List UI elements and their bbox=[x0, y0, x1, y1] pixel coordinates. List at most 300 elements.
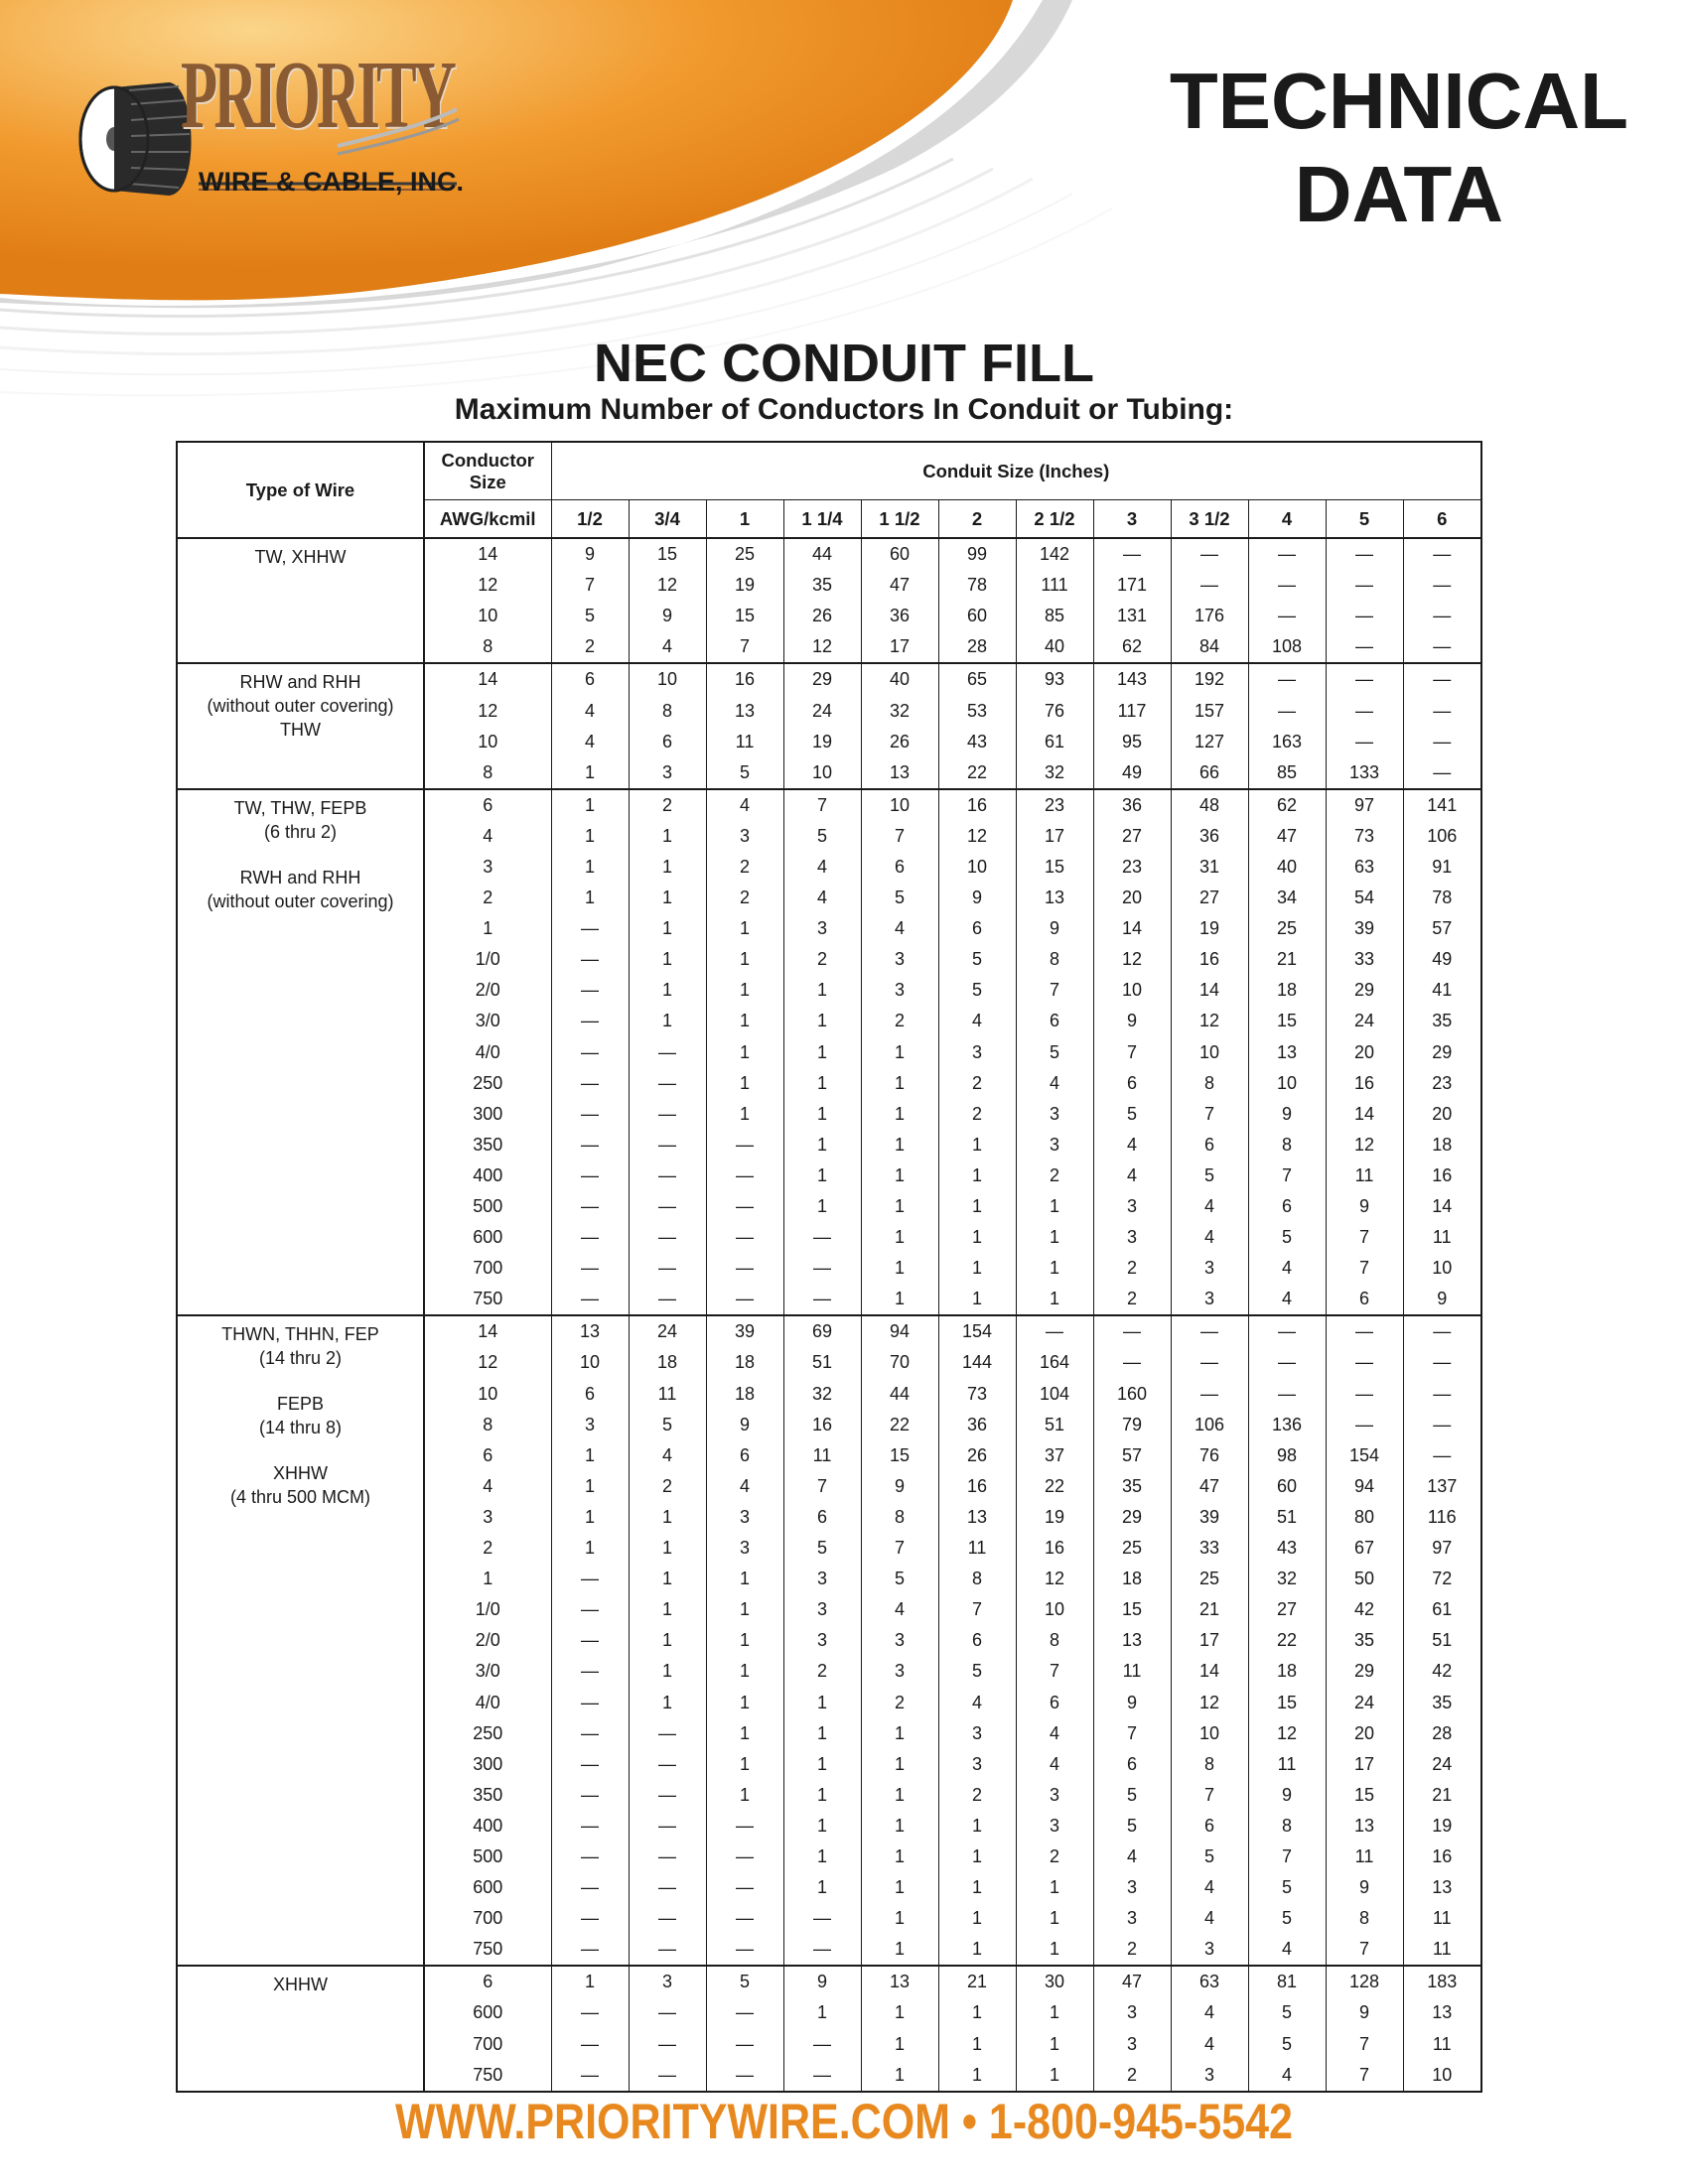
conductor-count-cell: 3 bbox=[1171, 1253, 1248, 1284]
conductor-count-cell: 116 bbox=[1427, 1506, 1457, 1527]
conductor-count-cell: 3 bbox=[706, 1502, 783, 1533]
conductor-count-cell: 9 bbox=[629, 601, 706, 631]
conductor-count-cell: 1 bbox=[938, 1903, 1016, 1934]
conductor-count-cell: — bbox=[1016, 1315, 1093, 1347]
conductor-count-cell: — bbox=[551, 913, 629, 944]
conductor-count-cell: 25 bbox=[1171, 1564, 1248, 1594]
conductor-count-cell: 22 bbox=[1016, 1471, 1093, 1502]
conductor-count-cell: 1 bbox=[783, 1997, 861, 2028]
conductor-count-cell: 128 bbox=[1326, 1966, 1403, 1997]
conductor-count-cell: 5 bbox=[938, 1656, 1016, 1687]
conductor-count-cell: 3 bbox=[938, 1749, 1016, 1780]
conductor-count-cell: 7 bbox=[861, 821, 938, 852]
conductor-count-cell: 9 bbox=[1093, 1687, 1171, 1717]
conductor-count-cell: 2 bbox=[629, 789, 706, 821]
conductor-count-cell: — bbox=[1433, 1383, 1452, 1404]
conductor-count-cell: — bbox=[629, 1749, 706, 1780]
conductor-size-cell: 300 bbox=[424, 1749, 551, 1780]
conductor-count-cell: 1 bbox=[629, 913, 706, 944]
conductor-count-cell: — bbox=[1403, 1315, 1481, 1347]
conductor-count-cell: 1 bbox=[1016, 1872, 1093, 1903]
conductor-count-cell: 11 bbox=[1326, 1842, 1403, 1872]
conductor-count-cell: 10 bbox=[938, 852, 1016, 883]
conductor-count-cell: 36 bbox=[1171, 821, 1248, 852]
conductor-count-cell: 154 bbox=[938, 1315, 1016, 1347]
conductor-count-cell: 1 bbox=[783, 975, 861, 1006]
conductor-count-cell: 12 bbox=[1016, 1564, 1093, 1594]
conductor-count-cell: 4 bbox=[1171, 1997, 1248, 2028]
conductor-count-cell: 1 bbox=[783, 1842, 861, 1872]
conductor-count-cell: 9 bbox=[1437, 1289, 1448, 1309]
conductor-count-cell: 3 bbox=[861, 1625, 938, 1656]
conductor-count-cell: 16 bbox=[1171, 944, 1248, 975]
conductor-count-cell: — bbox=[1433, 575, 1452, 596]
conductor-count-cell: — bbox=[1433, 636, 1452, 657]
conductor-count-cell: 117 bbox=[1093, 695, 1171, 726]
conductor-count-cell: 3 bbox=[861, 1656, 938, 1687]
conductor-count-cell: — bbox=[1248, 1347, 1326, 1378]
conductor-count-cell: 1 bbox=[783, 1749, 861, 1780]
conductor-count-cell: 1 bbox=[706, 1718, 783, 1749]
conductor-count-cell: 29 bbox=[1326, 975, 1403, 1006]
conductor-count-cell: — bbox=[551, 1749, 629, 1780]
conductor-count-cell: 7 bbox=[1326, 1253, 1403, 1284]
conductor-count-cell: 7 bbox=[1248, 1842, 1326, 1872]
conductor-count-cell: 12 bbox=[1171, 1687, 1248, 1717]
conductor-count-cell: 42 bbox=[1326, 1594, 1403, 1625]
conductor-count-cell: 25 bbox=[1248, 913, 1326, 944]
conductor-count-cell: 7 bbox=[1326, 1934, 1403, 1966]
conductor-size-cell: 12 bbox=[424, 570, 551, 601]
conductor-count-cell: 4 bbox=[1171, 1222, 1248, 1253]
conductor-count-cell: 25 bbox=[1093, 1533, 1171, 1564]
conductor-count-cell: — bbox=[1171, 1379, 1248, 1410]
conductor-size-cell: 12 bbox=[424, 1347, 551, 1378]
conductor-count-cell: 79 bbox=[1093, 1410, 1171, 1440]
conductor-count-cell: 14 bbox=[1171, 1656, 1248, 1687]
conductor-count-cell: 17 bbox=[1016, 821, 1093, 852]
conductor-size-cell: 500 bbox=[424, 1191, 551, 1222]
conductor-size-cell: 14 bbox=[424, 663, 551, 695]
conductor-count-cell: 6 bbox=[1248, 1191, 1326, 1222]
conductor-count-cell: 6 bbox=[551, 663, 629, 695]
conductor-size-cell: 8 bbox=[424, 1410, 551, 1440]
conductor-count-cell: 1 bbox=[706, 975, 783, 1006]
conductor-count-cell: 11 bbox=[1248, 1749, 1326, 1780]
conductor-count-cell: — bbox=[551, 1006, 629, 1036]
conductor-count-cell: 3 bbox=[706, 1533, 783, 1564]
conductor-count-cell: 15 bbox=[629, 538, 706, 570]
conductor-count-cell: 1 bbox=[629, 1006, 706, 1036]
conductor-size-cell: 500 bbox=[424, 1842, 551, 1872]
wire-type-cell bbox=[177, 663, 424, 788]
conductor-count-cell: 18 bbox=[706, 1347, 783, 1378]
header-conduit-size-cell: 3/4 bbox=[629, 500, 706, 539]
heading-line-1: TECHNICAL bbox=[1169, 57, 1628, 145]
conductor-count-cell: 8 bbox=[1248, 1130, 1326, 1160]
conductor-count-cell: 15 bbox=[861, 1440, 938, 1471]
conductor-count-cell: 51 bbox=[783, 1347, 861, 1378]
conductor-count-cell: 57 bbox=[1432, 918, 1453, 939]
conductor-count-cell: 1 bbox=[938, 1284, 1016, 1315]
conductor-count-cell: 2 bbox=[706, 852, 783, 883]
header-conduit-size-cell: 3 bbox=[1093, 500, 1171, 539]
conductor-count-cell: 3 bbox=[1171, 2060, 1248, 2092]
conductor-count-cell: 30 bbox=[1016, 1966, 1093, 1997]
conductor-count-cell: 24 bbox=[783, 695, 861, 726]
conductor-count-cell: — bbox=[783, 1934, 861, 1966]
conductor-count-cell: 1 bbox=[783, 1191, 861, 1222]
conductor-count-cell: 111 bbox=[1016, 570, 1093, 601]
conductor-count-cell: 36 bbox=[1093, 789, 1171, 821]
conductor-count-cell: — bbox=[551, 1068, 629, 1099]
conductor-count-cell: 4 bbox=[551, 727, 629, 757]
conductor-count-cell: 1 bbox=[861, 1037, 938, 1068]
conductor-size-cell: 2 bbox=[424, 1533, 551, 1564]
conductor-count-cell: 4 bbox=[1016, 1749, 1093, 1780]
conductor-count-cell: 1 bbox=[861, 1997, 938, 2028]
conductor-count-cell: 10 bbox=[1016, 1594, 1093, 1625]
conductor-count-cell: 97 bbox=[1432, 1538, 1453, 1559]
conductor-count-cell: 3 bbox=[1093, 1997, 1171, 2028]
conductor-count-cell: — bbox=[1326, 1315, 1403, 1347]
conductor-count-cell: 3 bbox=[938, 1037, 1016, 1068]
conductor-count-cell: 5 bbox=[1171, 1842, 1248, 1872]
wire-type-label: TW, XHHW bbox=[254, 547, 347, 567]
conductor-count-cell: 21 bbox=[1248, 944, 1326, 975]
conductor-count-cell: 1 bbox=[551, 852, 629, 883]
conductor-count-cell: 13 bbox=[1016, 883, 1093, 913]
conductor-count-cell: 60 bbox=[938, 601, 1016, 631]
wire-type-label: THW bbox=[280, 720, 321, 741]
conductor-count-cell: — bbox=[1326, 727, 1403, 757]
conductor-count-cell: 15 bbox=[1248, 1687, 1326, 1717]
conductor-count-cell: 2 bbox=[861, 1006, 938, 1036]
conductor-count-cell: 2 bbox=[1016, 1160, 1093, 1191]
conductor-count-cell: — bbox=[783, 1222, 861, 1253]
footer-contact: WWW.PRIORITYWIRE.COM • 1-800-945-5542 bbox=[395, 2094, 1293, 2149]
conductor-size-cell: 1/0 bbox=[424, 944, 551, 975]
conductor-count-cell: 32 bbox=[1248, 1564, 1326, 1594]
conductor-count-cell: 176 bbox=[1171, 601, 1248, 631]
conductor-count-cell: 6 bbox=[1016, 1687, 1093, 1717]
conductor-count-cell: 85 bbox=[1016, 601, 1093, 631]
wire-type-label: (14 thru 2) bbox=[258, 1348, 343, 1369]
conductor-count-cell: 24 bbox=[1326, 1687, 1403, 1717]
conductor-count-cell: 5 bbox=[1171, 1160, 1248, 1191]
conductor-count-cell: 1 bbox=[938, 1872, 1016, 1903]
conductor-count-cell: 1 bbox=[861, 1903, 938, 1934]
conductor-count-cell: 160 bbox=[1093, 1379, 1171, 1410]
conductor-count-cell: 1 bbox=[938, 1253, 1016, 1284]
conductor-count-cell: 11 bbox=[783, 1440, 861, 1471]
conductor-count-cell: 31 bbox=[1171, 852, 1248, 883]
conductor-count-cell: — bbox=[551, 1625, 629, 1656]
conductor-count-cell: 10 bbox=[629, 663, 706, 695]
conductor-count-cell: 1 bbox=[783, 1099, 861, 1130]
conductor-count-cell: 17 bbox=[1171, 1625, 1248, 1656]
conductor-count-cell: 23 bbox=[1016, 789, 1093, 821]
conductor-count-cell: 131 bbox=[1093, 601, 1171, 631]
conductor-count-cell: 12 bbox=[1093, 944, 1171, 975]
conductor-count-cell: 7 bbox=[1016, 975, 1093, 1006]
conductor-count-cell: — bbox=[551, 1160, 629, 1191]
conductor-count-cell: — bbox=[706, 2060, 783, 2092]
conductor-count-cell: 1 bbox=[629, 1564, 706, 1594]
conductor-count-cell: 22 bbox=[938, 757, 1016, 789]
conductor-count-cell: 1 bbox=[861, 1099, 938, 1130]
conductor-count-cell: 1 bbox=[783, 1811, 861, 1842]
conductor-count-cell: 19 bbox=[706, 570, 783, 601]
conductor-count-cell: 1 bbox=[861, 1284, 938, 1315]
conductor-count-cell: 7 bbox=[551, 570, 629, 601]
wire-type-cell bbox=[177, 1966, 424, 2091]
header-conduit-size-cell: 6 bbox=[1403, 500, 1481, 539]
conductor-count-cell: — bbox=[706, 1903, 783, 1934]
conductor-count-cell: — bbox=[551, 1130, 629, 1160]
brand-subtitle: WIRE & CABLE, INC. bbox=[199, 167, 464, 197]
conductor-count-cell: — bbox=[706, 2029, 783, 2060]
conductor-count-cell: 9 bbox=[1326, 1997, 1403, 2028]
conductor-size-cell: 250 bbox=[424, 1718, 551, 1749]
conductor-count-cell: 17 bbox=[1326, 1749, 1403, 1780]
conductor-count-cell: — bbox=[551, 1253, 629, 1284]
conductor-count-cell: 2 bbox=[551, 631, 629, 663]
conductor-count-cell: 1 bbox=[938, 1222, 1016, 1253]
conductor-count-cell: 6 bbox=[629, 727, 706, 757]
conductor-count-cell: 13 bbox=[551, 1315, 629, 1347]
conductor-count-cell: — bbox=[1248, 663, 1326, 695]
conductor-count-cell: 93 bbox=[1016, 663, 1093, 695]
conductor-count-cell: 1 bbox=[1016, 1903, 1093, 1934]
conductor-count-cell: 9 bbox=[938, 883, 1016, 913]
conductor-count-cell: — bbox=[629, 1099, 706, 1130]
conductor-count-cell: 24 bbox=[1326, 1006, 1403, 1036]
conductor-count-cell: 21 bbox=[938, 1966, 1016, 1997]
conductor-count-cell: 63 bbox=[1171, 1966, 1248, 1997]
conductor-count-cell: — bbox=[1326, 1379, 1403, 1410]
conductor-count-cell: 1 bbox=[1016, 1934, 1093, 1966]
conductor-count-cell: 41 bbox=[1432, 980, 1453, 1001]
conductor-count-cell: 1 bbox=[706, 1687, 783, 1717]
conductor-count-cell: — bbox=[551, 1780, 629, 1811]
wire-type-label: RWH and RHH bbox=[239, 867, 361, 887]
conductor-count-cell: 2 bbox=[938, 1099, 1016, 1130]
conductor-count-cell: 2 bbox=[629, 1471, 706, 1502]
conductor-count-cell: 32 bbox=[1016, 757, 1093, 789]
conductor-count-cell: 32 bbox=[861, 695, 938, 726]
conductor-count-cell: 5 bbox=[783, 1533, 861, 1564]
conductor-count-cell: — bbox=[551, 1037, 629, 1068]
conductor-count-cell: 40 bbox=[1248, 852, 1326, 883]
wire-type-label: RHW and RHH bbox=[239, 672, 361, 693]
conductor-count-cell: 61 bbox=[1432, 1599, 1453, 1620]
conductor-count-cell: — bbox=[1248, 1315, 1326, 1347]
conductor-count-cell: 78 bbox=[938, 570, 1016, 601]
conductor-count-cell: 33 bbox=[1326, 944, 1403, 975]
conductor-count-cell: 20 bbox=[1093, 883, 1171, 913]
conductor-count-cell: 3 bbox=[783, 913, 861, 944]
conductor-count-cell: 12 bbox=[629, 570, 706, 601]
conductor-count-cell: 8 bbox=[1171, 1749, 1248, 1780]
conductor-count-cell: 35 bbox=[1432, 1692, 1453, 1712]
conductor-count-cell: 2 bbox=[706, 883, 783, 913]
conductor-size-cell: 600 bbox=[424, 1997, 551, 2028]
conductor-count-cell: 12 bbox=[1326, 1130, 1403, 1160]
conductor-count-cell: 6 bbox=[1171, 1130, 1248, 1160]
conductor-count-cell: 3 bbox=[861, 944, 938, 975]
conductor-count-cell: 10 bbox=[1171, 1718, 1248, 1749]
conductor-size-cell: 4 bbox=[424, 1471, 551, 1502]
conductor-count-cell: 18 bbox=[1248, 975, 1326, 1006]
conductor-count-cell: — bbox=[551, 1564, 629, 1594]
conductor-size-cell: 1 bbox=[424, 913, 551, 944]
conductor-count-cell: 1 bbox=[551, 789, 629, 821]
conductor-count-cell: 108 bbox=[1248, 631, 1326, 663]
conductor-count-cell: 5 bbox=[938, 944, 1016, 975]
conductor-count-cell: 136 bbox=[1248, 1410, 1326, 1440]
conductor-count-cell: 1 bbox=[551, 1440, 629, 1471]
conductor-count-cell: 4 bbox=[1016, 1068, 1093, 1099]
conductor-count-cell: 24 bbox=[629, 1315, 706, 1347]
conductor-count-cell: 18 bbox=[1248, 1656, 1326, 1687]
conductor-count-cell: 6 bbox=[1093, 1068, 1171, 1099]
conductor-count-cell: 5 bbox=[861, 883, 938, 913]
conductor-count-cell: 81 bbox=[1248, 1966, 1326, 1997]
conductor-count-cell: — bbox=[551, 1222, 629, 1253]
conductor-count-cell: 42 bbox=[1432, 1661, 1453, 1682]
conductor-count-cell: — bbox=[1171, 1315, 1248, 1347]
conductor-count-cell: — bbox=[1093, 1315, 1171, 1347]
conductor-count-cell: 10 bbox=[783, 757, 861, 789]
conductor-size-cell: 4/0 bbox=[424, 1037, 551, 1068]
conductor-count-cell: 85 bbox=[1248, 757, 1326, 789]
conductor-count-cell: — bbox=[1326, 1410, 1403, 1440]
conductor-size-cell: 10 bbox=[424, 727, 551, 757]
conductor-count-cell: 1 bbox=[938, 1130, 1016, 1160]
conductor-count-cell: 9 bbox=[1326, 1872, 1403, 1903]
wire-type-label bbox=[178, 844, 423, 866]
conductor-count-cell: 1 bbox=[551, 1471, 629, 1502]
conductor-count-cell: 1 bbox=[1016, 1997, 1093, 2028]
conductor-count-cell: — bbox=[1248, 538, 1326, 570]
conductor-count-cell: 2 bbox=[938, 1780, 1016, 1811]
conductor-count-cell: 4 bbox=[1171, 1191, 1248, 1222]
conductor-count-cell: — bbox=[1326, 663, 1403, 695]
conductor-count-cell: 1 bbox=[629, 1594, 706, 1625]
conductor-count-cell: 39 bbox=[1326, 913, 1403, 944]
conductor-count-cell: 1 bbox=[861, 1718, 938, 1749]
conductor-count-cell: 1 bbox=[861, 1191, 938, 1222]
conductor-count-cell: 19 bbox=[1016, 1502, 1093, 1533]
conductor-count-cell: 13 bbox=[938, 1502, 1016, 1533]
conductor-count-cell: 1 bbox=[629, 821, 706, 852]
wire-type-label: (6 thru 2) bbox=[263, 821, 338, 842]
conductor-count-cell: 5 bbox=[1093, 1811, 1171, 1842]
conductor-count-cell: 95 bbox=[1093, 727, 1171, 757]
conductor-count-cell: — bbox=[1326, 538, 1403, 570]
conductor-count-cell: — bbox=[629, 1718, 706, 1749]
conductor-count-cell: 11 bbox=[1432, 2033, 1452, 2054]
conductor-count-cell: — bbox=[551, 1997, 629, 2028]
conductor-count-cell: 16 bbox=[938, 789, 1016, 821]
conductor-count-cell: 13 bbox=[1248, 1037, 1326, 1068]
conductor-count-cell: 1 bbox=[1016, 2029, 1093, 2060]
conductor-count-cell: — bbox=[1326, 570, 1403, 601]
conductor-count-cell: 19 bbox=[1432, 1815, 1453, 1836]
conductor-count-cell: 5 bbox=[1016, 1037, 1093, 1068]
header-conductor-line1: Conductor bbox=[441, 449, 534, 471]
table-row bbox=[177, 663, 1481, 695]
conductor-count-cell: 4 bbox=[1093, 1842, 1171, 1872]
conductor-count-cell: 6 bbox=[938, 913, 1016, 944]
conductor-count-cell: 1 bbox=[938, 2029, 1016, 2060]
conductor-count-cell: 1 bbox=[551, 883, 629, 913]
conductor-count-cell: 1 bbox=[551, 757, 629, 789]
conductor-count-cell: 7 bbox=[783, 789, 861, 821]
conductor-count-cell: — bbox=[629, 1130, 706, 1160]
conductor-count-cell: 106 bbox=[1427, 825, 1458, 846]
wire-type-label bbox=[178, 1439, 423, 1461]
conductor-size-cell: 6 bbox=[424, 1440, 551, 1471]
conductor-count-cell: 4 bbox=[938, 1006, 1016, 1036]
header-conductor-size bbox=[424, 442, 551, 500]
conductor-count-cell: — bbox=[706, 1284, 783, 1315]
conductor-count-cell: 4 bbox=[551, 695, 629, 726]
conductor-count-cell: 6 bbox=[938, 1625, 1016, 1656]
conductor-count-cell: 1 bbox=[629, 944, 706, 975]
conductor-count-cell: 36 bbox=[938, 1410, 1016, 1440]
conductor-count-cell: 18 bbox=[1432, 1134, 1453, 1155]
conductor-size-cell: 250 bbox=[424, 1068, 551, 1099]
conductor-count-cell: 4 bbox=[629, 631, 706, 663]
conductor-count-cell: 5 bbox=[1093, 1780, 1171, 1811]
conductor-count-cell: 15 bbox=[706, 601, 783, 631]
conductor-count-cell: 15 bbox=[1326, 1780, 1403, 1811]
conductor-size-cell: 14 bbox=[424, 538, 551, 570]
conductor-count-cell: 10 bbox=[1432, 2064, 1453, 2085]
conductor-count-cell: 1 bbox=[706, 1006, 783, 1036]
conductor-count-cell: 32 bbox=[783, 1379, 861, 1410]
conductor-count-cell: — bbox=[1403, 663, 1481, 695]
table-row bbox=[177, 1315, 1481, 1347]
conductor-count-cell: 5 bbox=[861, 1564, 938, 1594]
header-awg-kcmil: AWG/kcmil bbox=[424, 500, 551, 539]
conductor-count-cell: — bbox=[629, 2029, 706, 2060]
conductor-count-cell: 27 bbox=[1093, 821, 1171, 852]
conductor-size-cell: 3/0 bbox=[424, 1006, 551, 1036]
conductor-count-cell: — bbox=[1248, 601, 1326, 631]
conductor-count-cell: 8 bbox=[938, 1564, 1016, 1594]
conductor-count-cell: 4 bbox=[706, 1471, 783, 1502]
conductor-count-cell: 29 bbox=[1326, 1656, 1403, 1687]
conductor-count-cell: 1 bbox=[629, 1687, 706, 1717]
conductor-count-cell: 13 bbox=[1093, 1625, 1171, 1656]
conductor-count-cell: 1 bbox=[783, 1130, 861, 1160]
wire-type-label: THWN, THHN, FEP bbox=[221, 1324, 379, 1345]
conductor-count-cell: 6 bbox=[783, 1502, 861, 1533]
conductor-count-cell: 1 bbox=[551, 821, 629, 852]
conductor-count-cell: 5 bbox=[706, 757, 783, 789]
conductor-count-cell: — bbox=[1433, 544, 1452, 565]
conductor-count-cell: 10 bbox=[1432, 1258, 1453, 1279]
conductor-count-cell: 16 bbox=[706, 663, 783, 695]
conductor-count-cell: 163 bbox=[1248, 727, 1326, 757]
conductor-count-cell: — bbox=[551, 1594, 629, 1625]
conductor-count-cell: 63 bbox=[1326, 852, 1403, 883]
conductor-count-cell: — bbox=[629, 1068, 706, 1099]
conductor-count-cell: — bbox=[1433, 731, 1452, 751]
